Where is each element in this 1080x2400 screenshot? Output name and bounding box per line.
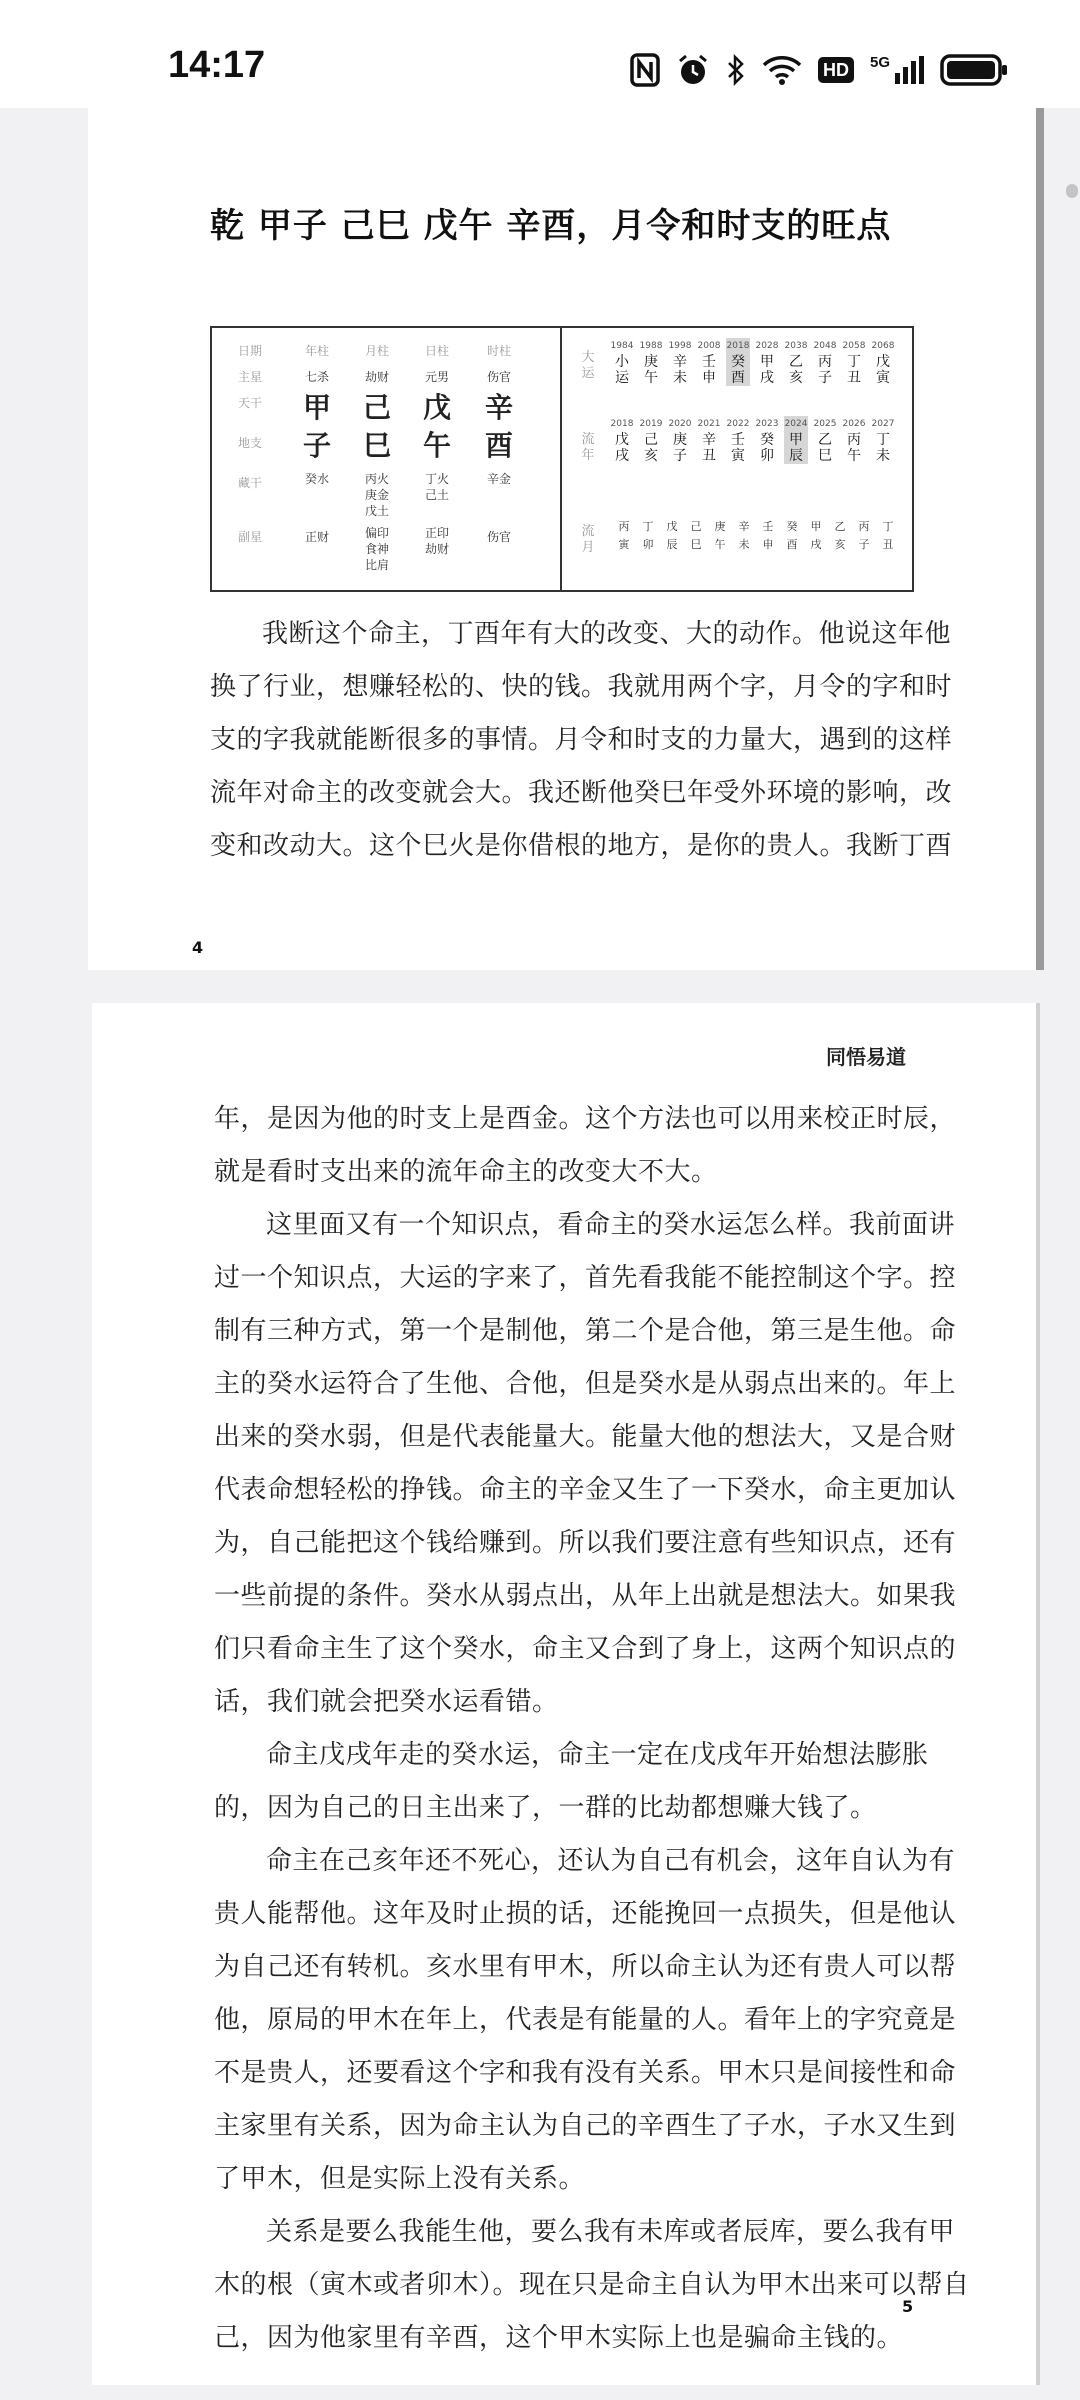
liuyue-char: 乙 (834, 520, 846, 533)
body-paragraph: 这里面又有一个知识点，看命主的癸水运怎么样。我前面讲过一个知识点，大运的字来了，首先看我能不能控制这个字。控制有三种方式，第一个是制他，第二个是合他，第三是生他。命主的癸水运符合了生他、合他，但是癸水是从弱点出来的。年上出来的癸水弱，但是代表能量大。能量大他的想法大，又是合财代表命想轻松的挣钱。命主的辛金又生了一下癸水，命主更加认为，自己能把这个钱给赚到。所以我们要注意有些知识点，还有一些前提的条件。癸水从弱点出，从年上出就是想法大。如果我们只看命主生了这个癸水，命主又合到了身上，这两个知识点的话，我们就会把癸水运看错。 (214, 1210, 957, 1717)
pillar-hidden: 丙火 (364, 472, 389, 486)
luck-ganzhi: 小运 (615, 354, 629, 386)
pillar-sub-star: 劫财 (424, 542, 449, 556)
luck-ganzhi: 丁未 (876, 432, 890, 464)
luck-year: 2058 (842, 341, 866, 351)
pillar-hidden: 庚金 (364, 488, 389, 502)
luck-year: 2025 (813, 419, 837, 429)
luck-year: 2021 (697, 419, 721, 429)
liuyue-char: 酉 (786, 538, 798, 551)
liuyue-char: 午 (714, 538, 726, 551)
liuyue-stems-row (612, 518, 900, 534)
book-page-4[interactable] (88, 108, 1036, 970)
luck-ganzhi: 乙巳 (818, 432, 832, 464)
liuyue-char: 壬 (762, 520, 774, 533)
bazi-chart (210, 326, 914, 592)
liuyue-char: 癸 (786, 520, 798, 533)
pillar-sub-star: 比肩 (364, 558, 389, 572)
pillar-header: 时柱 (486, 344, 511, 358)
page-number: 4 (192, 938, 204, 957)
luck-year: 1998 (668, 341, 692, 351)
luck-column (639, 338, 663, 386)
luck-year: 2038 (784, 341, 808, 351)
luck-year: 2020 (668, 419, 692, 429)
pillar-main-star: 伤官 (486, 370, 511, 384)
pillar-main-star: 劫财 (364, 370, 389, 384)
luck-column (784, 416, 808, 464)
luck-ganzhi: 丙午 (847, 432, 861, 464)
pillar-header: 月柱 (364, 344, 389, 358)
pillar-sub-star: 伤官 (486, 530, 511, 544)
pillar-hidden: 己土 (424, 488, 449, 502)
pillar-stem: 戊 (422, 391, 451, 424)
hd-voice-badge: HD (818, 57, 854, 83)
running-head: 同悟易道 (826, 1045, 906, 1069)
luck-column (639, 416, 663, 464)
liuyue-char: 戌 (810, 538, 822, 551)
pillar-branch: 酉 (484, 429, 513, 462)
luck-cycles-panel (562, 328, 912, 590)
luck-year: 2008 (697, 341, 721, 351)
status-icons (630, 50, 1008, 90)
liuyue-char: 辰 (666, 538, 678, 551)
luck-ganzhi: 丁丑 (847, 354, 861, 386)
network-type-label: 5G (869, 53, 890, 71)
page-edge-shadow (1036, 108, 1044, 970)
luck-ganzhi: 甲戌 (760, 354, 774, 386)
body-paragraph: 命主在己亥年还不死心，还认为自己有机会，这年自认为有贵人能帮他。这年及时止损的话，还能挽回一点损失，但是他认为自己还有转机。亥水里有甲木，所以命主认为还有贵人可以帮他，原局的甲木在年上，代表是有能量的人。看年上的字究竟是不是贵人，还要看这个字和我有没有关系。甲木只是间接性和命主家里有关系，因为命主认为自己的辛酉生了子水，子水又生到了甲木，但是实际上没有关系。 (214, 1846, 957, 2194)
row-label-stem: 天干 (238, 396, 263, 410)
liuyue-char: 庚 (714, 520, 726, 533)
pillar-hidden: 癸水 (304, 472, 329, 486)
luck-ganzhi: 丙子 (818, 354, 832, 386)
battery-icon (940, 54, 1008, 86)
liuyue-char: 辛 (738, 520, 750, 533)
luck-column (813, 416, 837, 464)
pillar-branch: 巳 (362, 429, 391, 462)
luck-year: 1988 (639, 341, 663, 351)
liuyue-char: 丙 (858, 520, 870, 533)
liuyue-branches-row (612, 536, 900, 552)
luck-year: 2018 (726, 341, 750, 351)
four-pillars-table (212, 328, 560, 590)
liuyue-char: 巳 (690, 538, 702, 551)
row-label-sub-star: 副星 (238, 530, 263, 544)
liuyue-char: 未 (738, 538, 750, 551)
luck-column (755, 416, 779, 464)
luck-column (668, 416, 692, 464)
liuyue-char: 卯 (642, 538, 654, 551)
pillar-sub-star: 正财 (304, 530, 329, 544)
luck-column (697, 416, 721, 464)
pillar-stem: 甲 (302, 391, 331, 424)
bluetooth-icon (726, 53, 746, 87)
luck-year: 2019 (639, 419, 663, 429)
luck-year: 2048 (813, 341, 837, 351)
pillar-sub-star: 正印 (424, 526, 449, 540)
luck-ganzhi: 癸酉 (731, 354, 745, 386)
luck-column (726, 416, 750, 464)
luck-ganzhi: 甲辰 (789, 432, 803, 464)
page-title: 乾 甲子 己巳 戊午 辛酉，月令和时支的旺点 (210, 206, 892, 246)
luck-year: 2028 (755, 341, 779, 351)
liuyue-char: 甲 (810, 520, 822, 533)
luck-column (610, 338, 634, 386)
luck-ganzhi: 辛丑 (702, 432, 716, 464)
pillar-stem: 辛 (484, 391, 513, 424)
page5-body (214, 1093, 974, 2365)
liuyue-char: 亥 (834, 538, 846, 551)
luck-ganzhi: 癸卯 (760, 432, 774, 464)
luck-column (697, 338, 721, 386)
pillar-stem: 己 (362, 391, 391, 424)
page-edge-shadow-2 (1036, 1003, 1040, 2385)
pillar-branch: 子 (302, 429, 331, 462)
luck-year: 2027 (871, 419, 895, 429)
liuyue-char: 申 (762, 538, 774, 551)
page4-paragraph (210, 608, 970, 873)
pillar-header: 日柱 (424, 344, 449, 358)
pillar-branch: 午 (422, 429, 451, 462)
luck-column (726, 338, 750, 386)
luck-year: 2023 (755, 419, 779, 429)
luck-column (871, 416, 895, 464)
status-time: 14:17 (168, 44, 266, 86)
pillar-sub-star: 偏印 (364, 526, 389, 540)
luck-year: 2068 (871, 341, 895, 351)
luck-year: 2026 (842, 419, 866, 429)
pillar-header: 年柱 (304, 344, 329, 358)
liuyue-char: 丁 (642, 520, 654, 533)
luck-column (842, 416, 866, 464)
book-page-5[interactable] (92, 1003, 1036, 2385)
luck-column (610, 416, 634, 464)
liuyue-char: 丑 (882, 538, 894, 551)
body-paragraph: 年，是因为他的时支上是酉金。这个方法也可以用来校正时辰，就是看时支出来的流年命主的改变大不大。 (214, 1104, 957, 1187)
liuyue-char: 戊 (666, 520, 678, 533)
luck-ganzhi: 壬申 (702, 354, 716, 386)
pillar-hidden: 辛金 (486, 472, 511, 486)
luck-ganzhi: 庚子 (673, 432, 687, 464)
luck-ganzhi: 戊寅 (876, 354, 890, 386)
wifi-icon (762, 54, 802, 86)
luck-ganzhi: 庚午 (644, 354, 658, 386)
status-bar (0, 0, 1080, 108)
luck-column (813, 338, 837, 386)
luck-ganzhi: 己亥 (644, 432, 658, 464)
luck-ganzhi: 乙亥 (789, 354, 803, 386)
page-number: 5 (902, 2297, 914, 2316)
pillar-main-star: 元男 (424, 370, 449, 384)
luck-column (755, 338, 779, 386)
body-paragraph: 我断这个命主，丁酉年有大的改变、大的动作。他说这年他换了行业，想赚轻松的、快的钱。我就用两个字，月令的字和时支的字我就能断很多的事情。月令和时支的力量大，遇到的这样流年对命主的改变就会大。我还断他癸巳年受外环境的影响，改变和改动大。这个巳火是你借根的地方，是你的贵人。我断丁酉 (210, 619, 953, 861)
luck-ganzhi: 壬寅 (731, 432, 745, 464)
luck-column (784, 338, 808, 386)
luck-ganzhi: 戊戌 (615, 432, 629, 464)
luck-year: 2018 (610, 419, 634, 429)
luck-year: 2022 (726, 419, 750, 429)
row-label-branch: 地支 (238, 436, 263, 450)
liunian-label: 流年 (581, 432, 595, 463)
pillar-hidden: 丁火 (424, 472, 449, 486)
liuyue-char: 丁 (882, 520, 894, 533)
scrollbar-thumb[interactable] (1066, 184, 1078, 198)
liuyue-label: 流月 (581, 524, 595, 555)
pillar-main-star: 七杀 (304, 370, 329, 384)
body-paragraph: 命主戊戌年走的癸水运，命主一定在戊戌年开始想法膨胀的，因为自己的日主出来了，一群的比劫都想赚大钱了。 (214, 1740, 929, 1823)
row-label-main-star: 主星 (238, 370, 263, 384)
row-label-hidden: 藏干 (238, 476, 263, 490)
row-label-date: 日期 (238, 344, 263, 358)
alarm-icon (676, 53, 710, 87)
pillar-hidden: 戊土 (364, 504, 389, 518)
luck-column (871, 338, 895, 386)
luck-column (668, 338, 692, 386)
luck-ganzhi: 辛未 (673, 354, 687, 386)
nfc-icon (630, 53, 660, 87)
luck-year: 1984 (610, 341, 634, 351)
body-paragraph: 关系是要么我能生他，要么我有未库或者辰库，要么我有甲木的根（寅木或者卯木）。现在只是命主自认为甲木出来可以帮自己，因为他家里有辛酉，这个甲木实际上也是骗命主钱的。 (214, 2217, 970, 2353)
liuyue-char: 子 (858, 538, 870, 551)
pillar-sub-star: 食神 (364, 542, 389, 556)
liuyue-char: 己 (690, 520, 702, 533)
dayun-label: 大运 (581, 350, 595, 381)
liuyue-char: 丙 (618, 520, 630, 533)
signal-icon (894, 55, 924, 85)
liuyue-char: 寅 (618, 538, 630, 551)
luck-year: 2024 (784, 419, 808, 429)
luck-column (842, 338, 866, 386)
